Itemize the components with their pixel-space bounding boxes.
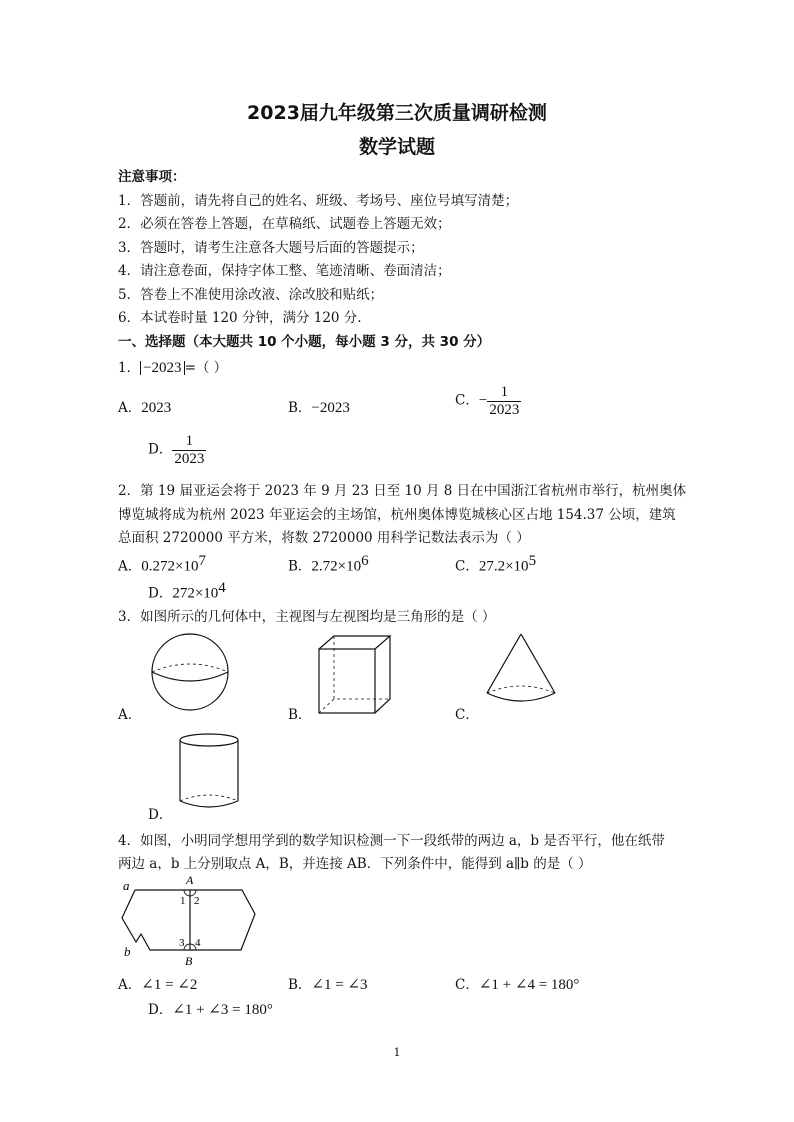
cylinder-figure	[178, 733, 240, 809]
q2-option-d-exponent: 4	[218, 580, 226, 596]
q4-option-d-value: ∠1 + ∠3 = 180°	[172, 1002, 273, 1018]
q1-option-d	[148, 433, 206, 467]
q1-option-c-denominator: 2023	[489, 401, 520, 418]
label-angle-3: 3	[179, 937, 185, 949]
q1-number: 1．	[118, 360, 141, 376]
q1-option-d-denominator: 2023	[174, 450, 205, 467]
sphere-outline	[152, 634, 228, 710]
cone-base-back	[487, 686, 555, 693]
label-angle-2: 2	[194, 895, 200, 907]
label-edge-a: a	[123, 878, 130, 893]
q1-option-c-sign: −	[478, 392, 488, 409]
paper-strip-figure	[118, 872, 258, 967]
q3-option-a-label: A．	[118, 707, 142, 723]
cone-base-front	[487, 693, 555, 701]
q4-stem-line-1: 4．如图，小明同学想用学到的数学知识检测一下一段纸带的两边 a，b 是否平行，他在纸带	[118, 833, 665, 849]
section-1-heading: 一、选择题（本大题共 10 个小题，每小题 3 分，共 30 分）	[118, 334, 491, 350]
q2-option-c-exponent: 5	[528, 553, 537, 569]
q1-suffix: =（ ）	[184, 360, 228, 376]
q1-option-b-value: −2023	[311, 400, 350, 416]
notice-item-6: 6．本试卷时量 120 分钟，满分 120 分.	[118, 310, 362, 326]
q2-option-d-label: D．	[148, 585, 173, 602]
q1-option-c-numerator: 1	[487, 384, 521, 402]
q1-option-d-fraction	[172, 433, 206, 467]
q3-option-d-label: D．	[148, 807, 173, 823]
q1-option-b	[288, 396, 350, 417]
cylinder-base-front	[180, 801, 238, 807]
q1-option-c	[455, 384, 521, 418]
label-edge-b: b	[124, 944, 131, 959]
label-angle-4: 4	[195, 937, 201, 949]
q4-option-b-value: ∠1 = ∠3	[311, 977, 368, 993]
box-top-edge	[319, 636, 390, 649]
exam-title: 2023届九年级第三次质量调研检测	[247, 102, 547, 124]
q2-option-d	[148, 580, 226, 603]
q2-option-b	[288, 553, 369, 576]
q2-option-a-base: 0.272×10	[141, 558, 199, 575]
q1-option-a-value: 2023	[141, 400, 172, 416]
q3-stem: 3．如图所示的几何体中，主视图与左视图均是三角形的是（ ）	[118, 609, 496, 625]
q4-option-b	[288, 973, 368, 994]
notice-item-5: 5．答卷上不准使用涂改液、涂改胶和贴纸；	[118, 287, 384, 303]
sphere-equator-front	[152, 672, 228, 681]
cylinder-top	[180, 734, 238, 746]
q4-option-d-label: D．	[148, 1002, 173, 1018]
q4-option-a-value: ∠1 = ∠2	[141, 977, 198, 993]
notice-item-1: 1．答题前，请先将自己的姓名、班级、考场号、座位号填写清楚；	[118, 193, 519, 209]
cone-right-side	[521, 634, 555, 693]
label-point-b: B	[185, 954, 193, 968]
q2-stem-line-3: 总面积 2720000 平方米，将数 2720000 用科学记数法表示为（ ）	[118, 530, 530, 546]
notice-heading: 注意事项：	[118, 169, 186, 185]
cylinder-base-back	[180, 795, 238, 801]
sphere-figure	[148, 630, 232, 714]
q2-option-a-label: A．	[118, 558, 142, 575]
box-hidden-edges	[334, 636, 390, 699]
q4-option-c-value: ∠1 + ∠4 = 180°	[478, 977, 580, 993]
q2-stem-line-2: 博览城将成为杭州 2023 年亚运会的主场馆，杭州奥体博览城核心区占地 154.37 公顷，建筑	[118, 507, 676, 523]
label-angle-1: 1	[180, 895, 186, 907]
q2-option-a-exponent: 7	[198, 553, 206, 569]
q3-option-c-label: C．	[455, 707, 479, 723]
notice-item-3: 3．答题时，请考生注意各大题号后面的答题提示；	[118, 240, 424, 256]
box-figure	[318, 635, 393, 715]
q1-option-c-fraction	[487, 384, 521, 418]
cone-left-side	[487, 634, 521, 693]
q4-option-a-label: A．	[118, 977, 142, 993]
q4-option-b-label: B．	[288, 977, 312, 993]
q2-option-b-label: B．	[288, 558, 312, 575]
q1-option-d-label: D．	[148, 441, 173, 458]
q2-option-b-exponent: 6	[361, 553, 369, 569]
q2-option-d-base: 272×10	[172, 585, 219, 602]
q1-option-a-label: A．	[118, 400, 142, 416]
box-hidden-diagonal	[319, 699, 334, 713]
q2-option-b-base: 2.72×10	[311, 558, 362, 575]
q4-option-c	[455, 973, 579, 994]
q1-option-a	[118, 396, 171, 417]
q2-option-c-base: 27.2×10	[478, 558, 529, 575]
q2-stem-line-1: 2．第 19 届亚运会将于 2023 年 9 月 23 日至 10 月 8 日在中国浙江省杭州市举行，杭州奥体	[118, 483, 687, 499]
strip-outline	[122, 890, 255, 950]
sphere-equator-back	[152, 664, 228, 672]
q1-option-d-numerator: 1	[172, 433, 206, 451]
page-number: 1	[393, 1046, 401, 1059]
q4-stem-line-2: 两边 a，b 上分别取点 A，B，并连接 AB．下列条件中，能得到 a∥b 的是（ ）	[118, 856, 592, 872]
notice-item-4: 4．请注意卷面，保持字体工整、笔迹清晰、卷面清洁；	[118, 263, 451, 279]
q2-option-c	[455, 553, 536, 576]
exam-subtitle: 数学试题	[358, 136, 435, 158]
label-point-a: A	[186, 873, 194, 887]
q4-option-a	[118, 973, 197, 994]
q1-option-b-label: B．	[288, 400, 312, 416]
q2-option-a	[118, 553, 206, 576]
q4-option-c-label: C．	[455, 977, 479, 993]
cone-figure	[484, 633, 558, 705]
q1-abs-expression: −2023	[140, 361, 184, 375]
notice-item-2: 2．必须在答卷上答题，在草稿纸、试题卷上答题无效；	[118, 216, 451, 232]
q1-option-c-label: C．	[455, 392, 479, 409]
q2-option-c-label: C．	[455, 558, 479, 575]
q3-option-b-label: B．	[288, 707, 312, 723]
q4-option-d	[148, 998, 273, 1019]
question-1-stem	[118, 356, 227, 376]
box-front-face	[319, 649, 375, 713]
